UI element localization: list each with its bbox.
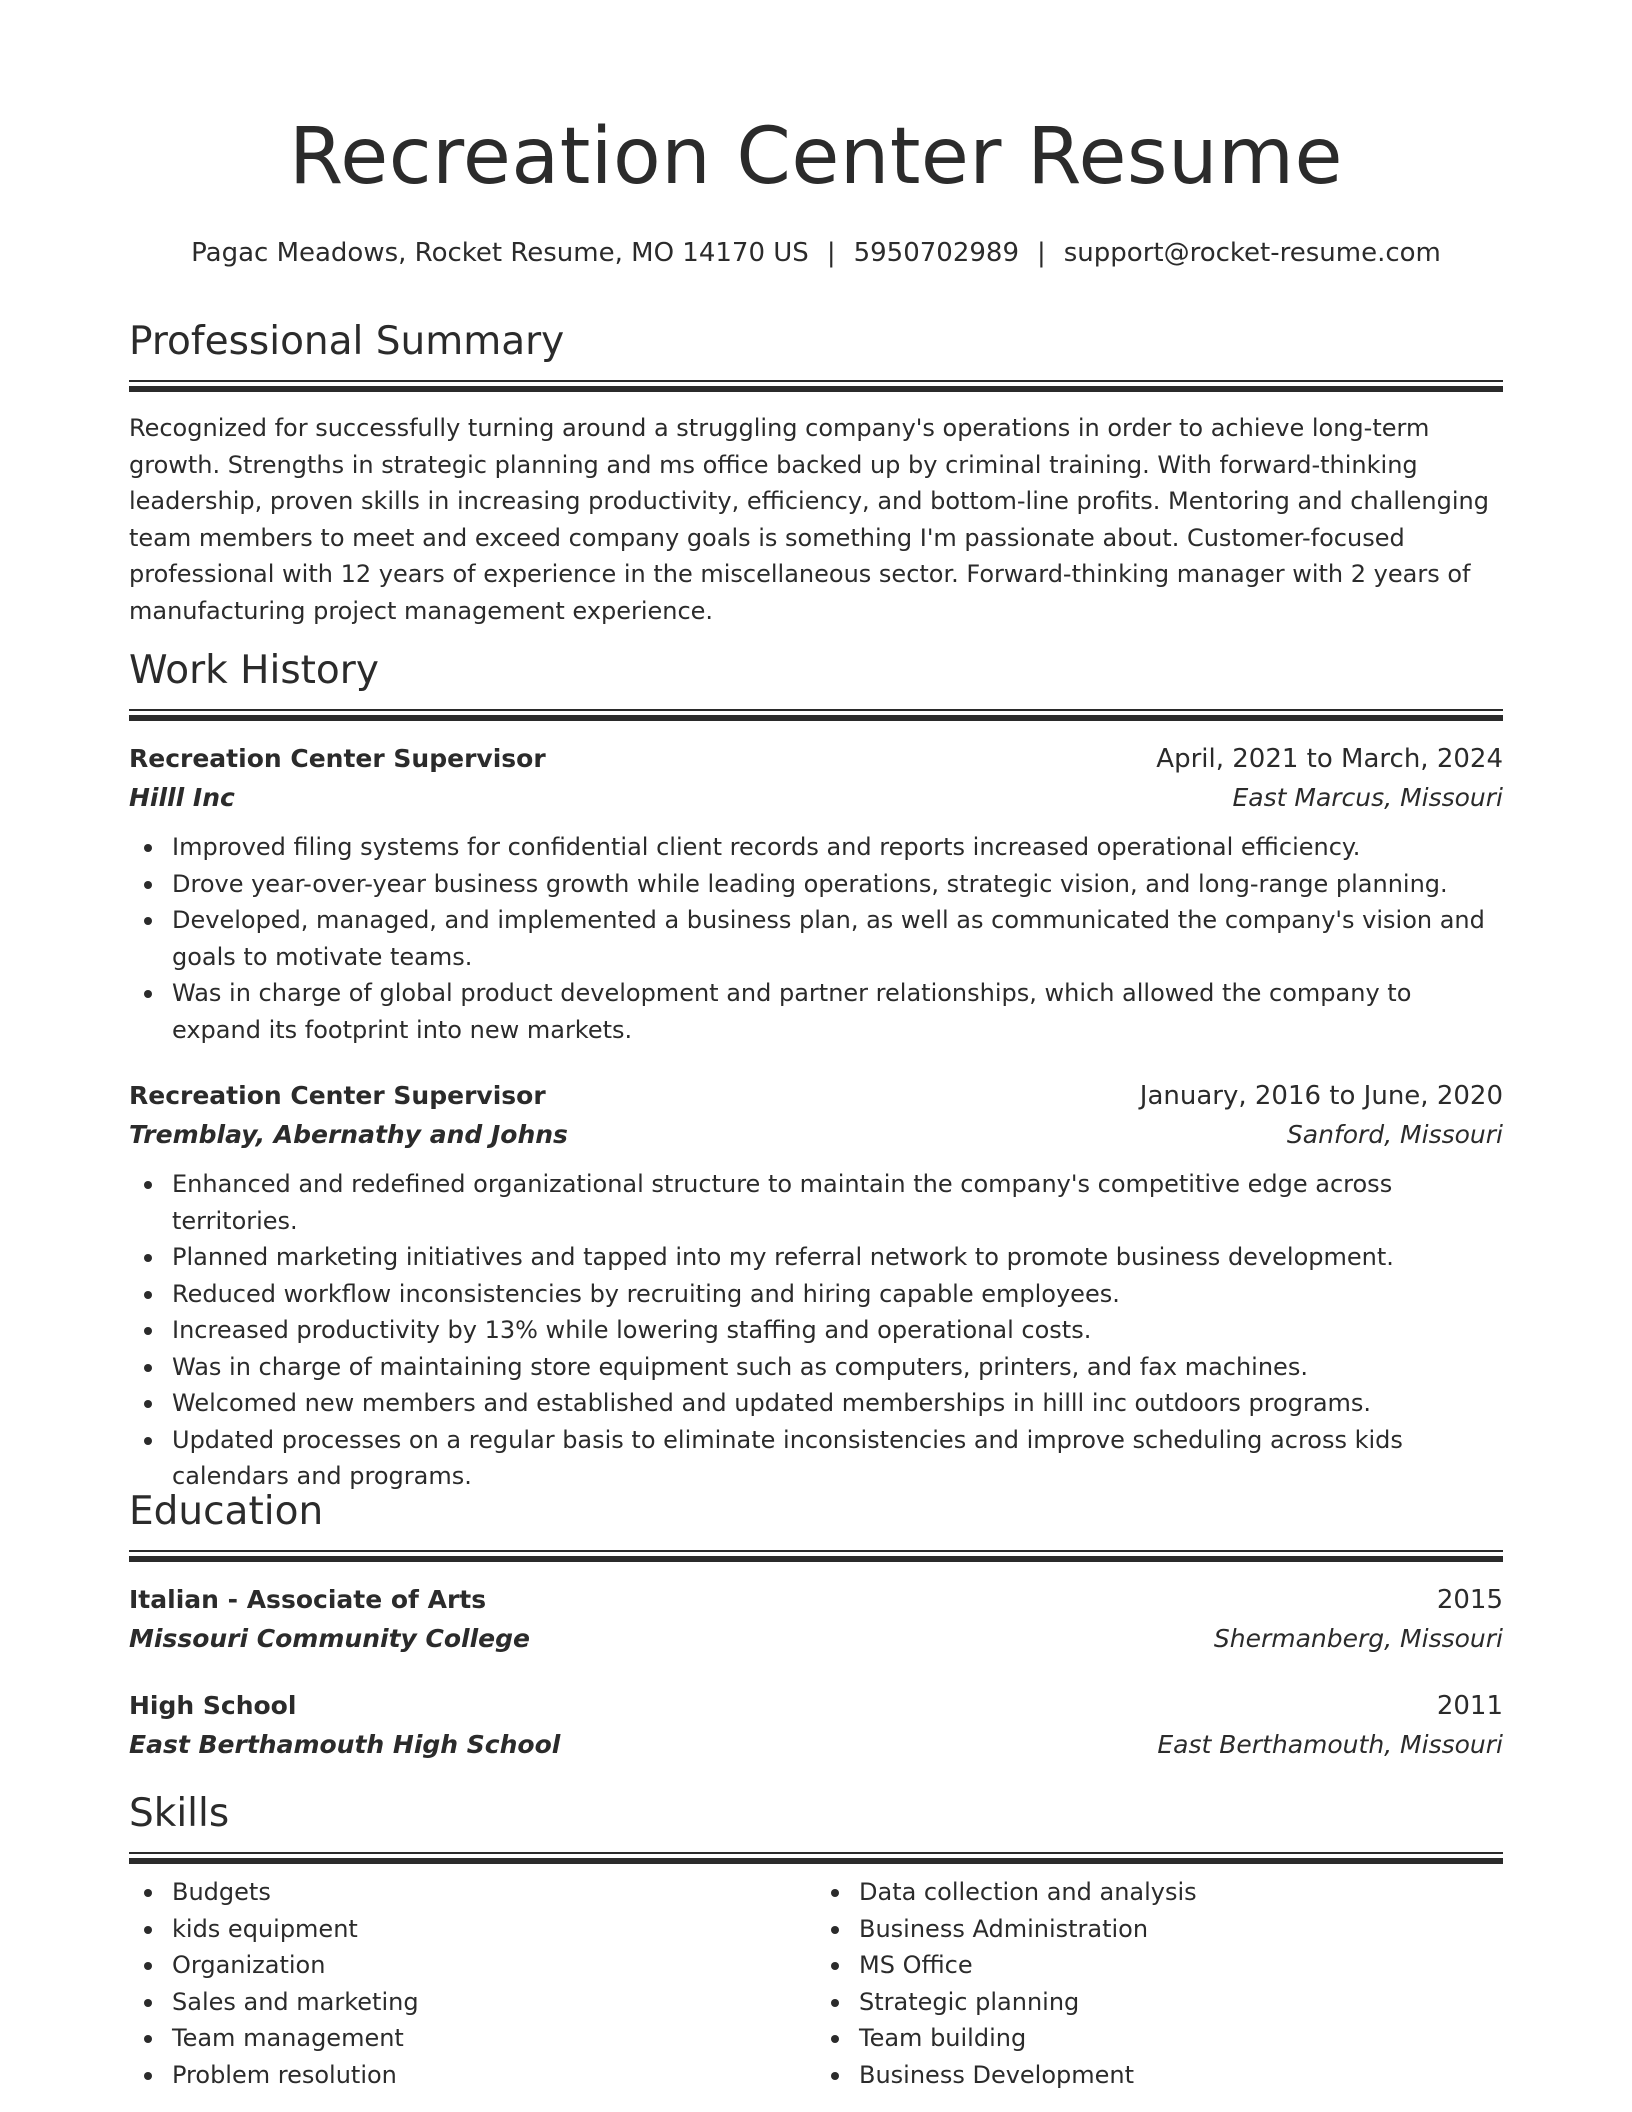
education-entry bbox=[129, 1580, 1503, 1658]
section-title-education: Education bbox=[129, 1489, 324, 1534]
skill-item: MS Office bbox=[859, 1947, 1503, 1984]
job-bullet: Was in charge of global product development and partner relationships, which allowed the company to expand its footprint into new markets. bbox=[172, 975, 1503, 1048]
contact-separator: | bbox=[826, 238, 836, 268]
skills-columns bbox=[129, 1874, 1503, 2093]
skill-item: Team building bbox=[859, 2020, 1503, 2057]
skill-item: Business Administration bbox=[859, 1911, 1503, 1948]
job-bullet: Was in charge of maintaining store equipment such as computers, printers, and fax machines. bbox=[172, 1349, 1503, 1386]
job-bullet: Enhanced and redefined organizational structure to maintain the company's competitive edge across territories. bbox=[172, 1166, 1503, 1239]
job-bullet: Increased productivity by 13% while lowering staffing and operational costs. bbox=[172, 1312, 1503, 1349]
job-location: East Marcus, Missouri bbox=[1232, 783, 1503, 812]
skill-item: Budgets bbox=[172, 1874, 816, 1911]
school-location: East Berthamouth, Missouri bbox=[1157, 1730, 1503, 1759]
education-year: 2011 bbox=[1436, 1691, 1503, 1721]
job-bullet: Updated processes on a regular basis to eliminate inconsistencies and improve scheduling across kids calendars and programs. bbox=[172, 1422, 1503, 1495]
school-location: Shermanberg, Missouri bbox=[1213, 1624, 1503, 1653]
skills-list-right bbox=[816, 1874, 1503, 2093]
contact-email: support@rocket-resume.com bbox=[1063, 238, 1441, 268]
resume-name: Recreation Center Resume bbox=[289, 112, 1343, 202]
job-title: Recreation Center Supervisor bbox=[129, 1081, 546, 1110]
job-dates: April, 2021 to March, 2024 bbox=[1156, 744, 1503, 774]
education-year: 2015 bbox=[1436, 1585, 1503, 1615]
contact-line bbox=[129, 240, 1503, 266]
section-rule bbox=[129, 380, 1503, 392]
job-location: Sanford, Missouri bbox=[1286, 1120, 1503, 1149]
work-section bbox=[129, 648, 1503, 1495]
skill-item: Strategic planning bbox=[859, 1984, 1503, 2021]
section-rule bbox=[129, 1550, 1503, 1562]
section-rule bbox=[129, 709, 1503, 721]
job-company: Hilll Inc bbox=[129, 783, 235, 812]
job-title: Recreation Center Supervisor bbox=[129, 744, 546, 773]
job-bullets bbox=[129, 1166, 1503, 1495]
degree-name: High School bbox=[129, 1691, 297, 1720]
school-name: East Berthamouth High School bbox=[129, 1730, 561, 1759]
job-bullet: Improved filing systems for confidential client records and reports increased operational efficiency. bbox=[172, 829, 1503, 866]
job-bullets bbox=[129, 829, 1503, 1048]
education-entry bbox=[129, 1686, 1503, 1764]
job-bullet: Reduced workflow inconsistencies by recruiting and hiring capable employees. bbox=[172, 1276, 1503, 1313]
skills-list-left bbox=[129, 1874, 816, 2093]
job-bullet: Drove year-over-year business growth while leading operations, strategic vision, and long-range planning. bbox=[172, 866, 1503, 903]
section-rule bbox=[129, 1852, 1503, 1864]
job-company: Tremblay, Abernathy and Johns bbox=[129, 1120, 568, 1149]
section-title-summary: Professional Summary bbox=[129, 319, 565, 364]
skill-item: Sales and marketing bbox=[172, 1984, 816, 2021]
summary-text: Recognized for successfully turning around a struggling company's operations in order to achieve long-term growth. Strengths in strategic planning and ms office backed up by criminal training. With forward-thinking leadership, proven skills in increasing productivity, efficiency, and bottom-line profits. Mentoring and challenging team members to meet and exceed company goals is something I'm passionate about. Customer-focused professional with 12 years of experience in the miscellaneous sector. Forward-thinking manager with 2 years of manufacturing project management experience. bbox=[129, 414, 1489, 625]
skills-section bbox=[129, 1791, 1503, 2093]
job-bullet: Developed, managed, and implemented a business plan, as well as communicated the company's vision and goals to motivate teams. bbox=[172, 902, 1503, 975]
summary-section bbox=[129, 319, 1503, 629]
skill-item: kids equipment bbox=[172, 1911, 816, 1948]
education-section bbox=[129, 1489, 1503, 1764]
skill-item: Business Development bbox=[859, 2057, 1503, 2094]
job-entry bbox=[129, 739, 1503, 1048]
degree-name: Italian - Associate of Arts bbox=[129, 1585, 487, 1614]
section-title-work: Work History bbox=[129, 648, 379, 693]
contact-phone: 5950702989 bbox=[853, 238, 1019, 268]
job-dates: January, 2016 to June, 2020 bbox=[1139, 1081, 1503, 1111]
school-name: Missouri Community College bbox=[129, 1624, 530, 1653]
skill-item: Team management bbox=[172, 2020, 816, 2057]
job-bullet: Planned marketing initiatives and tapped into my referral network to promote business development. bbox=[172, 1239, 1503, 1276]
skill-item: Problem resolution bbox=[172, 2057, 816, 2094]
section-title-skills: Skills bbox=[129, 1791, 230, 1836]
contact-separator: | bbox=[1037, 238, 1046, 268]
skill-item: Data collection and analysis bbox=[859, 1874, 1503, 1911]
job-bullet: Welcomed new members and established and updated memberships in hilll inc outdoors programs. bbox=[172, 1385, 1503, 1422]
job-entry bbox=[129, 1076, 1503, 1495]
contact-address: Pagac Meadows, Rocket Resume, MO 14170 US bbox=[191, 238, 809, 268]
skill-item: Organization bbox=[172, 1947, 816, 1984]
